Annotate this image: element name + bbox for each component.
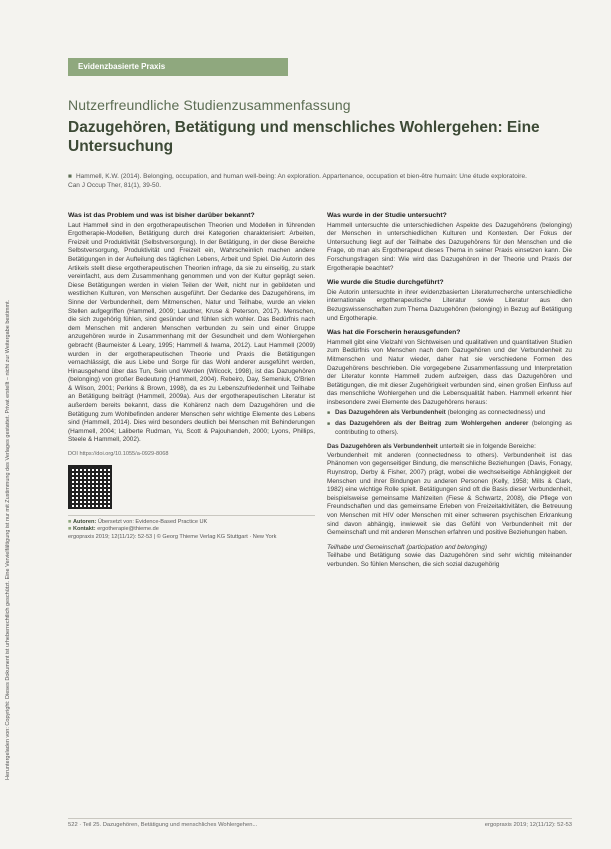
- section-heading: Was wurde in der Studie untersucht?: [327, 212, 447, 219]
- meta-authors: Übersetzt von: Evidence-Based Practice UK: [97, 518, 208, 525]
- doi-text: DOI https://doi.org/10.1055/a-0929-8068: [68, 451, 169, 458]
- findings-list: [327, 409, 572, 437]
- reference-bullet-icon: ■: [68, 173, 72, 180]
- list-item-bold: Das Dazugehören als Verbundenheit: [335, 409, 446, 417]
- section-paragraph: Die Autorin untersuchte in ihrer evidenzbasierten Literaturrecherche unterschiedliche internationale ergotherapeutische Literatur sowie Literatur aus den Bezugswissenschaften zum Thema Dazugehören (belonging) in Bezug auf Betätigung und Ergotherapie.: [327, 288, 572, 322]
- section-paragraph: Verbundenheit mit anderen (connectedness to others). Verbundenheit ist das Phänomen von gegenseitiger Bindung, die menschliche Beziehungen (Davis, Fonagy, Ruynstrop, Derby & Fisher, 2007) prägt, wobei die wechselseitige Abhängigkeit der Menschen und ihrer Bindungen zu anderen Personen (Kelly, 1958; Mills & Clark, 1982) eine wichtige Rolle spielt. Betätigungen sind oft die Basis dieser Verbundenheit, beispielsweise gemeinsame Mahlzeiten (Fiese & Schwartz, 2008), die Pflege von Freundschaften und das gemeinsame Erleben von Freizeitaktivitäten, die Betreuung von Menschen mit HIV oder Menschen mit einer schweren psychischen Erkrankung sind davon abhängig, inwieweit sie das Gefühl von Verbundenheit mit der Gemeinschaft und mit anderen Menschen erfahren und positive Beziehungen haben.: [327, 451, 572, 537]
- list-item-rest: (belonging as connectedness) und: [445, 409, 546, 417]
- list-item: [327, 420, 572, 437]
- list-item-bold: das Dazugehören als der Beitrag zum Wohlergehen anderer: [335, 420, 529, 428]
- subheading-italic: Teilhabe und Gemeinschaft (participation and belonging): [327, 543, 487, 551]
- meta-contact[interactable]: ergotherapie@thieme.de: [97, 526, 159, 533]
- list-item-rest: (belonging as contributing to others).: [335, 420, 572, 436]
- meta-box: [68, 515, 315, 542]
- subheading-bold: Das Dazugehören als Verbundenheit: [327, 443, 438, 451]
- square-bullet-icon: ■: [68, 526, 73, 533]
- section-paragraph: Laut Hammell sind in den ergotherapeutischen Theorien und Modellen in führenden Ergotherapie-Modellen, Betätigung durch drei Kategorien charakterisiert: Arbeiten, Freizeit und Produktivität (Selbstversorgung). In der Betätigung, in der diese Bereiche Selbstversorgung, Produktivität und Freizeit ein, Wahrscheinlich machen andere Betätigungen in der Aufteilung des täglichen Lebens, Arbeit und Spiel. Die Autorin des Artikels stellt diese ergotherapeutischen Theorien infrage, da sie zu einseitig, zu stark vereinfacht, aus dem Zusammenhang genommen und von der Kultur geprägt seien. Diese Betätigungen werden in vielen Teilen der Welt, nicht nur in gebildeten und westlichen Kulturen, von Menschen ausgeführt. Der Gedanke des Dazugehörens, im Sinne der Verbundenheit, dem Mitmenschen, Natur und Teilhabe, wurde an vielen Stellen aufgegriffen (Hammell, 2009; Laudner, Kruse & Peterson, 2017). Menschen, die sich zugehörig fühlen, sind gesünder und fühlen sich wohler. Das Bedürfnis nach dem Menschen mit anderen Menschen verbunden zu sein und einer Gruppe anzugehören wurde in Zusammenhang mit der Gesundheit und dem Wohlergehen gebracht (Baumeister & Leary, 1995; Hammell & Iwama, 2012). Laut Hammell (2009) wurden in der ergotherapeutischen Theorie und Praxis die Betätigungen vernachlässigt, die aus Liebe und Sorge für das Wohl anderer ausgeführt werden, Hinausgehend über das Tun, Sein und Werden (Wilcock, 1998), ist das Dazugehören (belonging) von großer Bedeutung (Hammell, 2004). Rebeiro, Day, Semeniuk, O'Brien & Wilson, 2001; Perkins & Brown, 1998), da es zu Lebenszufriedenheit und Teilhabe an Betätigung beiträgt (Hammell, 2009a). Aus der ergotherapeutischen Literatur ist außerdem bereits bekannt, dass die Kohärenz nach dem Dazugehören und die Betätigung zum Wohlbefinden anderer Menschen sehr wichtige Elemente des Lebens sind (Hammell, 2014). Dies wird besonders deutlich bei Menschen mit Behinderungen (Hammell, 2004; Laliberte Rudman, Yu, Scott & Pajouhandeh, 2000; Lyons, Phillips, Steele & Hammell, 2002).: [68, 221, 315, 444]
- footer-right: ergopraxis 2019; 12(11/12): 52-53: [484, 822, 572, 828]
- meta-contact-row: [68, 526, 315, 534]
- section-paragraph: Teilhabe und Betätigung sowie das Dazugehören sind sehr wichtig miteinander verbunden. So fühlen Menschen, die sich sozial dazugehörig: [327, 552, 572, 568]
- footer-rule: [68, 818, 572, 819]
- reference-text: Hammell, K.W. (2014). Belonging, occupation, and human well-being: An exploration. Appartenance, occupation et bien-être humain: Une étude exploratoire. Can J Occup Ther, 81(1), 39-50.: [68, 173, 527, 189]
- right-column: [327, 212, 572, 576]
- section-heading: Was ist das Problem und was ist bisher darüber bekannt?: [68, 212, 255, 219]
- left-column: [68, 212, 315, 541]
- meta-contact-label: Kontakt:: [72, 526, 96, 533]
- section-paragraph: Hammell untersuchte die unterschiedlichen Aspekte des Dazugehörens (belonging) der Menschen in unterschiedlichen Kulturen und Kontexten. Der Fokus der Untersuchung liegt auf der Teilhabe des Dazugehörens für den Menschen und die Frage, ob man als Ergotherapeut dieses Thema in seiner Praxis einsetzen kann. Die Forschungsfragen sind: Wie wird das Dazugehören in der Theorie und Praxis der Ergotherapie beachtet?: [327, 221, 572, 272]
- article-kicker: Nutzerfreundliche Studienzusammenfassung: [68, 97, 351, 113]
- meta-authors-label: Autoren:: [72, 518, 97, 525]
- subheading-line: [327, 443, 572, 452]
- section-tag: Evidenzbasierte Praxis: [68, 58, 288, 76]
- copyright-side-note: Heruntergeladen von: Copyright: Dieses Dokument ist urheberrechtlich geschützt. Eine Vervielfältigung ist nur mit Zustimmung des Verlages gestattet. Privat erstellt – nicht zur Weitergabe bestimmt.: [5, 299, 11, 780]
- list-item: [327, 409, 572, 418]
- meta-extra: ergopraxis 2019; 12(11/12): 52-53 | © Georg Thieme Verlag KG Stuttgart · New York: [68, 533, 277, 540]
- article-reference: [68, 172, 538, 190]
- article-title: Dazugehören, Betätigung und menschliches Wohlergehen: Eine Untersuchung: [68, 119, 540, 155]
- meta-authors-row: [68, 519, 315, 527]
- square-bullet-icon: ■: [68, 518, 73, 525]
- subheading-rest: unterteilt sie in folgende Bereiche:: [437, 443, 536, 451]
- section-heading: Was hat die Forscherin herausgefunden?: [327, 329, 461, 337]
- qr-code-icon: [68, 465, 112, 509]
- footer-left: 522 · Teil 25. Dazugehören, Betätigung und menschliches Wohlergehen...: [68, 822, 258, 828]
- section-paragraph: Hammell gibt eine Vielzahl von Sichtweisen und qualitativen und quantitativen Studien zum Bedürfnis von Menschen nach dem Dazugehören und der Verbundenheit zu Mitmenschen und Natur wieder, daher hat sie verschiedene Formen des Dazugehörens beschrieben. Die vorgegebene Zusammenfassung und Interpretation der Literatur konnte Hammell zudem aufzeigen, dass das Dazugehören und Betätigungen, die mit dieser Zugehörigkeit verbunden sind, einen großen Einfluss auf das menschliche Wohlergehen und die Lebensqualität haben. Hammell erkennt hier insbesondere zwei Elemente des Dazugehörens heraus:: [327, 338, 572, 406]
- section-heading: Wie wurde die Studie durchgeführt?: [327, 279, 444, 287]
